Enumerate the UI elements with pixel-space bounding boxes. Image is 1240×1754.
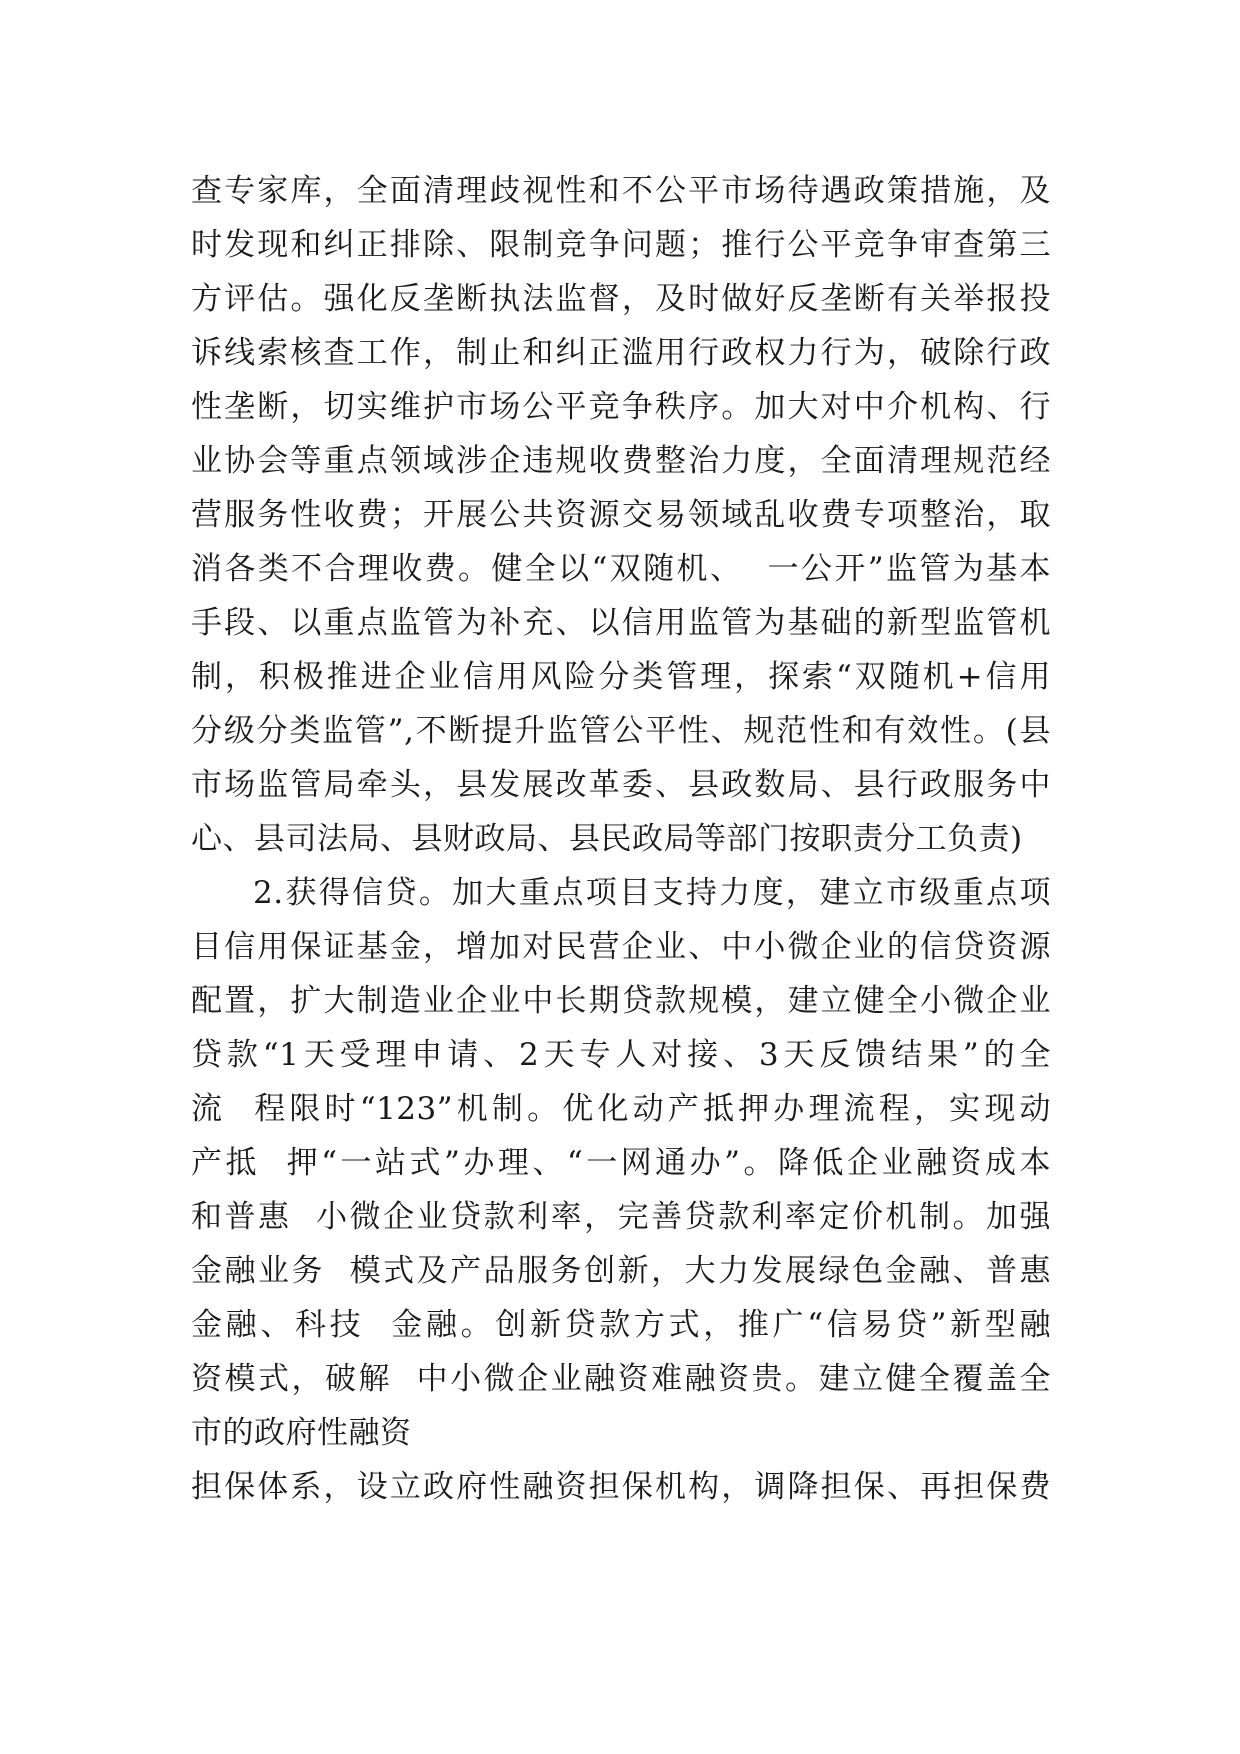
section-heading-line: 2.获得信贷。加大重点项目支持力度，建立市级重点项 bbox=[253, 875, 1051, 911]
text-line: 营服务性收费；开展公共资源交易领域乱收费专项整治，取 bbox=[191, 497, 1051, 533]
body-text bbox=[191, 164, 1051, 1514]
text-line: 方评估。强化反垄断执法监督，及时做好反垄断有关举报投 bbox=[191, 281, 1051, 317]
text-line: 金融、科技 金融。创新贷款方式，推广“信易贷”新型融 bbox=[191, 1307, 1051, 1343]
text-line: 时发现和纠正排除、限制竞争问题；推行公平竞争审查第三 bbox=[191, 227, 1051, 263]
text-line: 手段、以重点监管为补充、以信用监管为基础的新型监管机 bbox=[191, 605, 1051, 641]
text-line: 配置，扩大制造业企业中长期贷款规模，建立健全小微企业 bbox=[191, 983, 1051, 1019]
text-line: 金融业务 模式及产品服务创新，大力发展绿色金融、普惠 bbox=[191, 1253, 1051, 1289]
text-line: 诉线索核查工作，制止和纠正滥用行政权力行为，破除行政 bbox=[191, 335, 1051, 371]
text-line: 贷款“1天受理申请、2天专人对接、3天反馈结果”的全 bbox=[191, 1037, 1051, 1073]
text-line: 资模式，破解 中小微企业融资难融资贵。建立健全覆盖全 bbox=[191, 1361, 1051, 1397]
text-line: 目信用保证基金，增加对民营企业、中小微企业的信贷资源 bbox=[191, 929, 1051, 965]
text-line: 和普惠 小微企业贷款利率，完善贷款利率定价机制。加强 bbox=[191, 1199, 1051, 1235]
text-line: 分级分类监管”,不断提升监管公平性、规范性和有效性。(县 bbox=[191, 713, 1051, 749]
text-line: 心、县司法局、县财政局、县民政局等部门按职责分工负责) bbox=[191, 821, 1023, 857]
text-line: 性垄断，切实维护市场公平竞争秩序。加大对中介机构、行 bbox=[191, 389, 1051, 425]
text-line: 查专家库，全面清理歧视性和不公平市场待遇政策措施，及 bbox=[191, 173, 1051, 209]
text-line: 流 程限时“123”机制。优化动产抵押办理流程，实现动 bbox=[191, 1091, 1051, 1127]
text-line: 市场监管局牵头，县发展改革委、县政数局、县行政服务中 bbox=[191, 767, 1051, 803]
text-line: 市的政府性融资 bbox=[191, 1415, 412, 1451]
text-line: 消各类不合理收费。健全以“双随机、 一公开”监管为基本 bbox=[191, 551, 1051, 587]
text-line: 产抵 押“一站式”办理、“一网通办”。降低企业融资成本 bbox=[191, 1145, 1051, 1181]
text-line: 业协会等重点领域涉企违规收费整治力度，全面清理规范经 bbox=[191, 443, 1051, 479]
text-line: 担保体系，设立政府性融资担保机构，调降担保、再担保费 bbox=[191, 1469, 1051, 1505]
text-line: 制，积极推进企业信用风险分类管理，探索“双随机+信用 bbox=[191, 659, 1051, 695]
